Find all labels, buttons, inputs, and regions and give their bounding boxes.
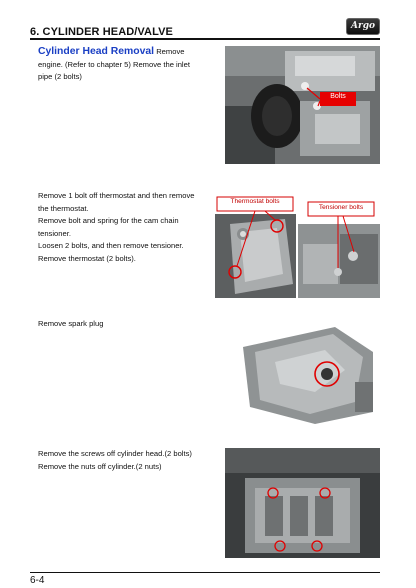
section-2-line-1: Remove 1 bolt off thermostat and then remove [38,191,195,200]
section-title: Cylinder Head Removal [38,46,155,57]
section-2-line-2: the thermostat. [38,203,89,213]
spark-plug-photo [215,322,380,427]
section-3-text [38,318,208,331]
bolts-callout: Bolts [330,93,346,100]
section-1-line-3: pipe (2 bolts) [38,72,82,81]
section-2-line-6: Remove thermostat (2 bolts). [38,253,136,263]
logo-text: Argo [350,21,376,31]
page-number: 6-4 [30,575,45,586]
section-3-line-1: Remove spark plug [38,319,104,328]
section-2-line-4: tensioner. [38,228,71,238]
cylinder-head-photo [225,448,380,558]
thermostat-photo [215,194,296,298]
thermostat-bolts-callout: Thermostat bolts [230,198,280,205]
section-4-line-1: Remove the screws off cylinder head.(2 bolts) [38,449,192,458]
header-rule [30,38,380,40]
argo-logo [346,18,380,35]
tensioner-photo [298,194,380,298]
inlet-pipe-photo [225,46,380,164]
section-1-line-2: engine. (Refer to chapter 5) Remove the inlet [38,59,190,69]
section-4-text [38,448,218,473]
chapter-title: 6. CYLINDER HEAD/VALVE [30,26,173,38]
section-1-line-1: Remove [156,47,185,56]
section-4-line-2: Remove the nuts off cylinder.(2 nuts) [38,461,162,471]
footer-rule [30,572,380,573]
tensioner-bolts-callout: Tensioner bolts [318,204,364,211]
section-2-text [38,190,213,265]
section-2-line-3: Remove bolt and spring for the cam chain [38,216,179,225]
section-2-line-5: Loosen 2 bolts, and then remove tensioner. [38,241,184,250]
section-1-text [38,46,208,84]
